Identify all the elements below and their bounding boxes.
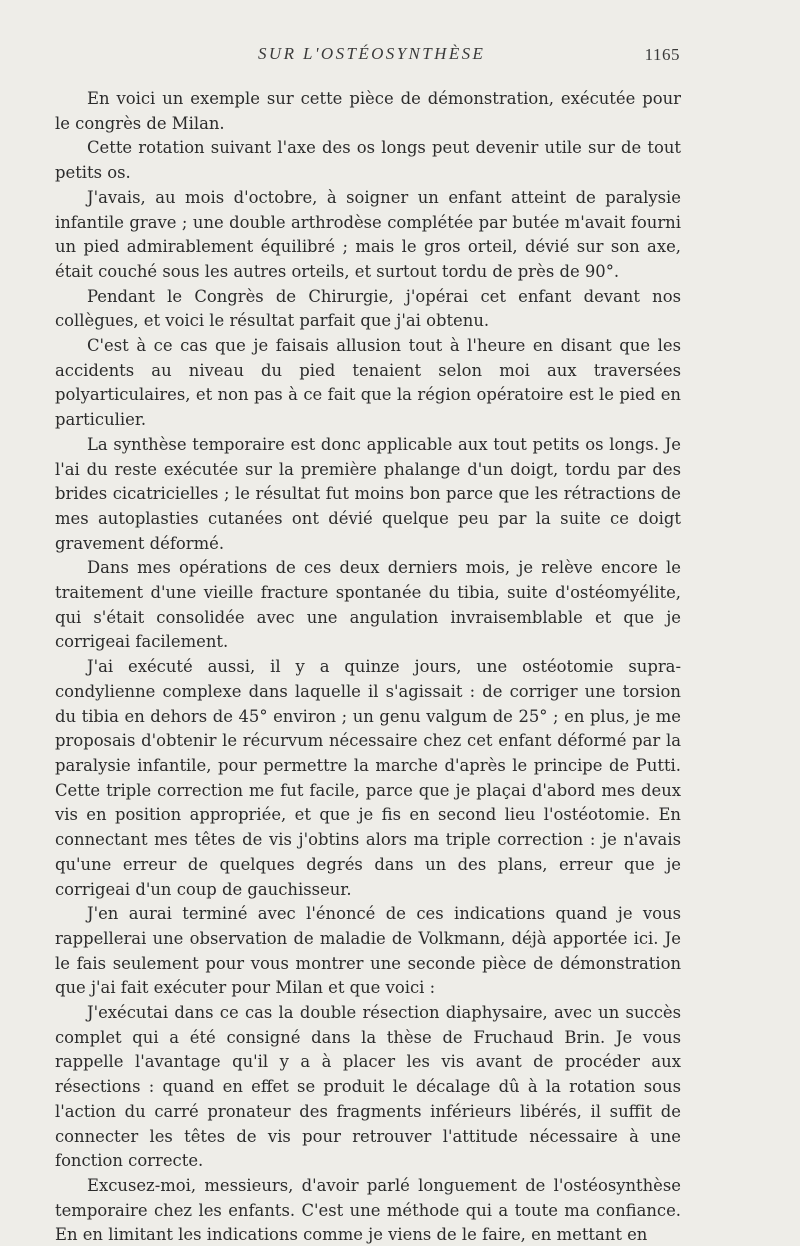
paragraph: Cette rotation suivant l'axe des os longs peut devenir utile sur de tout petits os. (55, 138, 681, 183)
paragraph: J'avais, au mois d'octobre, à soigner un enfant atteint de paralysie infantile grave ; une double arthrodèse complétée par butée m'avait fourni un pied admirablement équilibré ; mais le gros orteil, dévié sur son axe, était couché sous les autres orteils, et surtout tordu de près de 90°. (55, 187, 681, 281)
paragraph: Pendant le Congrès de Chirurgie, j'opérai cet enfant devant nos collègues, et voici le résultat parfait que j'ai obtenu. (55, 286, 681, 331)
paragraph: Dans mes opérations de ces deux derniers mois, je relève encore le traitement d'une vieille fracture spontanée du tibia, suite d'ostéomyélite, qui s'était consolidée avec une angulation invraisemblable et que je corrigeai facilement. (55, 558, 681, 652)
paragraph: J'exécutai dans ce cas la double résection diaphysaire, avec un succès complet qui a été consigné dans la thèse de Fruchaud Brin. Je vous rappelle l'avantage qu'il y a à placer les vis avant de procéder aux résections : quand en effet se produit le décalage dû à la rotation sous l'action du carré pronateur des fragments inférieurs libérés, il suffit de connecter les têtes de vis pour retrouver l'attitude nécessaire à une fonction correcte. (55, 1003, 681, 1171)
page-number: 1165 (644, 45, 680, 64)
paragraph: Excusez-moi, messieurs, d'avoir parlé longuement de l'ostéosynthèse temporaire chez les enfants. C'est une méthode qui a toute ma confiance. En en limitant les indications comme je viens de le faire, en mettant en (55, 1175, 681, 1245)
paragraph: J'en aurai terminé avec l'énoncé de ces indications quand je vous rappellerai une observation de maladie de Volkmann, déjà apportée ici. Je le fais seulement pour vous montrer une seconde pièce de démonstration que j'ai fait exécuter pour Milan et que voici : (55, 904, 681, 998)
running-head (0, 44, 800, 72)
paragraph: La synthèse temporaire est donc applicable aux tout petits os longs. Je l'ai du reste exécutée sur la première phalange d'un doigt, tordu par des brides cicatricielles ; le résultat fut moins bon parce que les rétractions de mes autoplasties cutanées ont dévié quelque peu par la suite ce doigt gravement déformé. (55, 434, 681, 553)
running-title: SUR L'OSTÉOSYNTHÈSE (258, 44, 486, 63)
paragraph: J'ai exécuté aussi, il y a quinze jours, une ostéotomie supra-condylienne complexe dans laquelle il s'agissait : de corriger une torsion du tibia en dehors de 45° environ ; un genu valgum de 25° ; en plus, je me proposais d'obtenir le récurvum nécessaire chez cet enfant déformé par la paralysie infantile, pour permettre la marche d'après le principe de Putti. Cette triple correction me fut facile, parce que je plaçai d'abord mes deux vis en position appropriée, et que je fis en second lieu l'ostéotomie. En connectant mes têtes de vis j'obtins alors ma triple correction : je n'avais qu'une erreur de quelques degrés dans un des plans, erreur que je corrigeai d'un coup de gauchisseur. (55, 657, 681, 899)
paragraph: En voici un exemple sur cette pièce de démonstration, exécutée pour le congrès de Milan. (55, 89, 681, 133)
body-text (55, 87, 681, 1246)
paragraph: C'est à ce cas que je faisais allusion tout à l'heure en disant que les accidents au niveau du pied tenaient selon moi aux traversées polyarticulaires, et non pas à ce fait que la région opératoire est le pied en particulier. (55, 336, 681, 430)
